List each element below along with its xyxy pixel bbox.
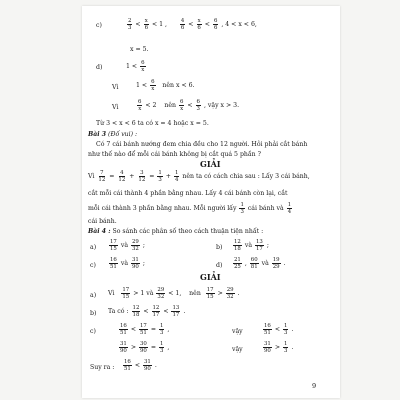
fraction: $\frac{2}{3}$ xyxy=(128,18,132,31)
fraction: $\frac{12}{17}$ xyxy=(152,305,160,318)
item-label-c: c) xyxy=(90,262,96,269)
text-line: Có 7 cái bánh nướng đem chia đều cho 12 người. Hỏi phải cắt bánh xyxy=(96,141,308,148)
fraction: $\frac{21}{25}$ xyxy=(234,257,241,270)
fraction: $\frac{31}{90}$ xyxy=(131,257,139,270)
fraction: $\frac{4}{6}$ xyxy=(180,18,185,31)
exercise-heading: Bài 4 : So sánh các phân số theo cách thuận tiện nhất : xyxy=(88,228,264,235)
math-line: $\frac{31}{90}$ > $\frac{1}{3}$ . xyxy=(264,341,294,354)
fraction: $\frac{12}{18}$ xyxy=(132,305,140,318)
fraction: $\frac{7}{12}$ xyxy=(98,170,106,183)
vay-label: vậy xyxy=(232,328,243,335)
fraction: $\frac{1}{4}$ xyxy=(174,170,179,183)
fraction: $\frac{16}{51}$ xyxy=(110,257,117,270)
vay-label: vậy xyxy=(232,346,243,353)
math-line: $\frac{12}{18}$ và $\frac{13}{17}$ ; xyxy=(234,239,269,252)
fraction: $\frac{29}{32}$ xyxy=(226,287,234,300)
item-label-a: a) xyxy=(90,292,97,299)
fraction: $\frac{16}{51}$ xyxy=(120,323,127,336)
item-label-a: a) xyxy=(90,244,97,251)
text-line: như thế nào để mỗi cái bánh không bị cắt quá 5 phần ? xyxy=(88,151,261,158)
item-label-c: c) xyxy=(90,328,96,335)
fraction: $\frac{x}{6}$ xyxy=(144,18,148,31)
text-line: Vì $\frac{7}{12}$ = $\frac{4}{12}$ + $\frac{3}{12}$ = $\frac{1}{3}$ + $\frac{1}{4}$ nên ta có cách chia sau : Lấy 3 cái bánh, xyxy=(88,170,310,183)
text-line: Từ 3 < x < 6 ta có x = 4 hoặc x = 5. xyxy=(96,120,209,127)
fraction: $\frac{1}{3}$ xyxy=(158,170,162,183)
math-line: $\frac{17}{15}$ và $\frac{29}{32}$ ; xyxy=(110,239,145,252)
math-line: x = 5. xyxy=(130,46,149,53)
fraction: $\frac{6}{x}$ xyxy=(138,99,142,112)
math-line: $\frac{16}{51}$ < $\frac{31}{90}$ . xyxy=(124,359,157,372)
fraction: $\frac{1}{3}$ xyxy=(283,323,288,336)
item-label-b: b) xyxy=(216,244,223,251)
fraction: $\frac{4}{12}$ xyxy=(118,170,126,183)
page-number: 9 xyxy=(312,382,317,390)
solution-title: GIẢI xyxy=(200,159,221,169)
fraction: $\frac{1}{3}$ xyxy=(159,341,164,354)
fraction: $\frac{6}{x}$ xyxy=(141,60,145,73)
math-line: 1 < $\frac{6}{x}$ nên x < 6. xyxy=(136,79,195,92)
math-line-c: $\frac{2}{3}$ < $\frac{x}{6}$ < 1 , $\frac{4}{6}$ < $\frac{x}{6}$ < $\frac{6}{6}$ , 4 < x < 6, xyxy=(128,18,257,31)
fraction: $\frac{17}{15}$ xyxy=(110,239,117,252)
fraction: $\frac{31}{90}$ xyxy=(143,359,151,372)
fraction: $\frac{30}{90}$ xyxy=(139,341,147,354)
vi-label: Vì xyxy=(112,104,119,111)
fraction: $\frac{16}{51}$ xyxy=(124,359,131,372)
text-line: cái bánh. xyxy=(88,218,117,225)
fraction: $\frac{1}{3}$ xyxy=(283,341,288,354)
fraction: $\frac{x}{6}$ xyxy=(197,18,201,31)
conclusion-label: Suy ra : xyxy=(90,364,115,371)
item-label-d: d) xyxy=(96,64,103,71)
fraction: $\frac{29}{32}$ xyxy=(131,239,139,252)
math-line-d: 1 < $\frac{6}{x}$ xyxy=(126,60,145,73)
fraction: $\frac{17}{15}$ xyxy=(122,287,130,300)
item-label-c: c) xyxy=(96,22,102,29)
math-line: $\frac{31}{90}$ > $\frac{30}{90}$ = $\frac{1}{3}$ , xyxy=(120,341,170,354)
fraction: $\frac{6}{x}$ xyxy=(151,79,155,92)
fraction: $\frac{31}{90}$ xyxy=(264,341,271,354)
text-line: cắt mỗi cái thành 4 phần bằng nhau. Lấy 4 cái bánh còn lại, cắt xyxy=(88,190,288,197)
fraction: $\frac{6}{6}$ xyxy=(213,18,218,31)
math-line: Ta có : $\frac{12}{18}$ < $\frac{12}{17}$ < $\frac{13}{17}$ . xyxy=(108,305,186,318)
fraction: $\frac{16}{51}$ xyxy=(264,323,271,336)
document-page xyxy=(82,6,340,398)
exercise-heading: Bài 3 (Đố vui) : xyxy=(88,131,138,138)
item-label-b: b) xyxy=(90,310,97,317)
fraction: $\frac{1}{4}$ xyxy=(287,202,292,215)
fraction: $\frac{6}{3}$ xyxy=(196,99,200,112)
fraction: $\frac{31}{90}$ xyxy=(120,341,127,354)
fraction: $\frac{13}{17}$ xyxy=(172,305,180,318)
item-label-d: d) xyxy=(216,262,223,269)
math-line: $\frac{16}{51}$ < $\frac{1}{3}$ . xyxy=(264,323,294,336)
vi-label: Vì xyxy=(112,84,119,91)
fraction: $\frac{17}{51}$ xyxy=(139,323,147,336)
math-line: $\frac{6}{x}$ < 2 nên $\frac{6}{x}$ < $\frac{6}{3}$ , vậy x > 3. xyxy=(138,99,240,112)
fraction: $\frac{12}{18}$ xyxy=(234,239,241,252)
fraction: $\frac{6}{x}$ xyxy=(179,99,184,112)
fraction: $\frac{29}{32}$ xyxy=(157,287,165,300)
fraction: $\frac{1}{3}$ xyxy=(240,202,244,215)
math-line: Vì $\frac{17}{15}$ > 1 và $\frac{29}{32}$ < 1, nên $\frac{17}{15}$ > $\frac{29}{32}$ . xyxy=(108,287,240,300)
fraction: $\frac{13}{17}$ xyxy=(255,239,263,252)
math-line: $\frac{21}{25}$ , $\frac{60}{81}$ và $\frac{19}{29}$ . xyxy=(234,257,286,270)
fraction: $\frac{17}{15}$ xyxy=(206,287,214,300)
math-line: $\frac{16}{51}$ < $\frac{17}{51}$ = $\frac{1}{3}$ , xyxy=(120,323,170,336)
fraction: $\frac{1}{3}$ xyxy=(159,323,164,336)
solution-title: GIẢI xyxy=(200,272,221,282)
text-line: mỗi cái thành 3 phần bằng nhau. Mỗi người lấy $\frac{1}{3}$ cái bánh và $\frac{1}{4}$ xyxy=(88,202,292,215)
math-line: $\frac{16}{51}$ và $\frac{31}{90}$ ; xyxy=(110,257,145,270)
fraction: $\frac{3}{12}$ xyxy=(138,170,146,183)
fraction: $\frac{60}{81}$ xyxy=(250,257,258,270)
fraction: $\frac{19}{29}$ xyxy=(272,257,280,270)
